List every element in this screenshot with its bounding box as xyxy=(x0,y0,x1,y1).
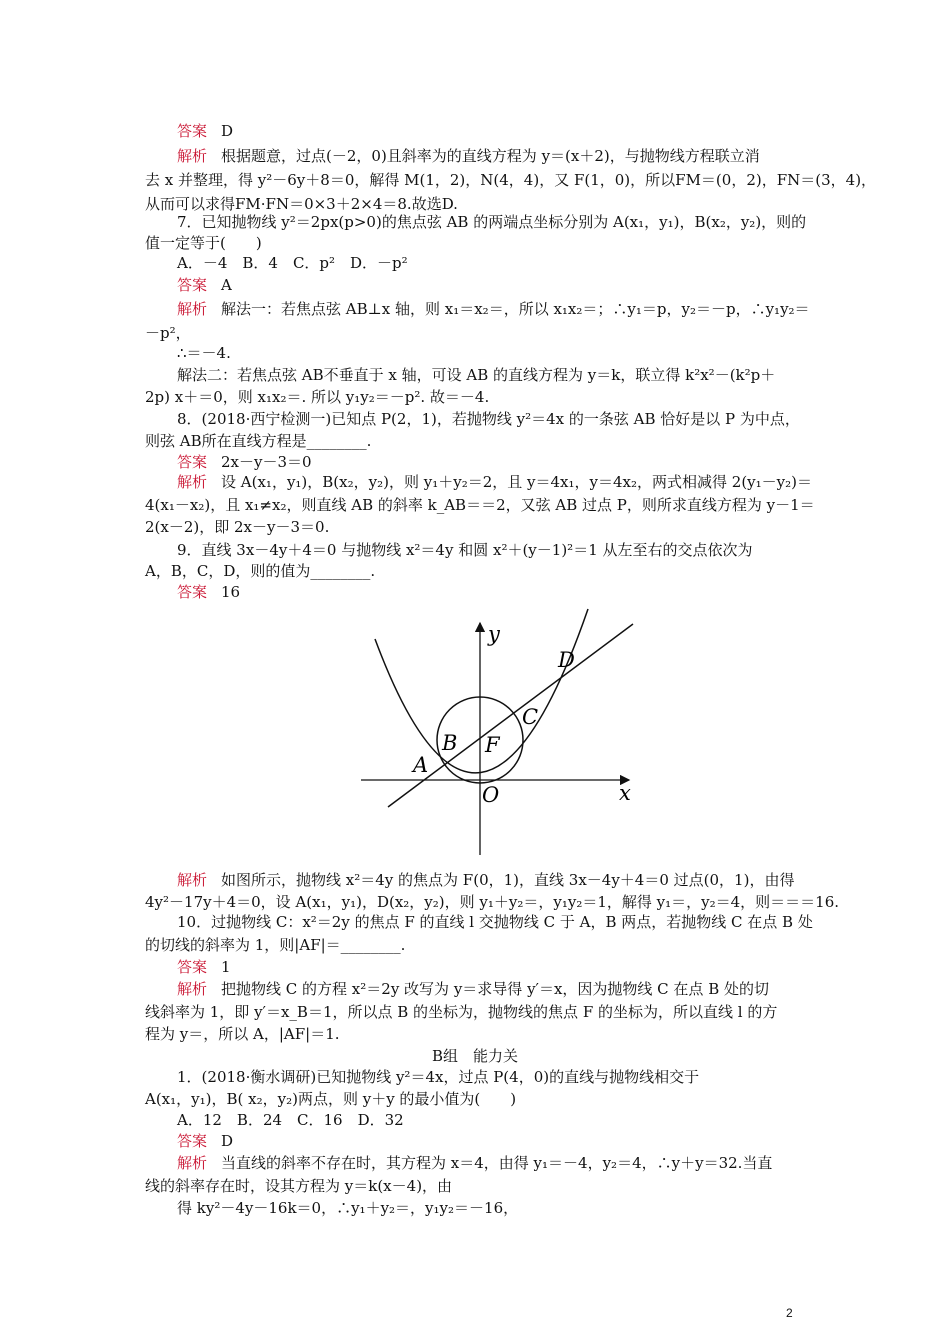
options-line: A．－4 B．4 C．p² D．－p² xyxy=(177,254,408,272)
point-f-label: F xyxy=(485,733,500,757)
text-line xyxy=(177,452,842,472)
line-text: 当直线的斜率不存在时，其方程为 x＝4，由得 y₁＝－4，y₂＝4，∴y＋y＝32.当直 xyxy=(221,1154,773,1172)
line-label: 答案 xyxy=(177,583,208,601)
line-text: 16 xyxy=(221,583,241,601)
question-b1: 1．(2018·衡水调研)已知抛物线 y²＝4x，过点 P(4，0)的直线与抛物线相交于 xyxy=(177,1068,700,1086)
line-label: 解析 xyxy=(177,871,208,889)
origin-label: O xyxy=(482,783,500,807)
text-line xyxy=(177,870,842,890)
line-text: D xyxy=(221,122,234,140)
line-label: 解析 xyxy=(177,473,208,491)
x-axis-label: x xyxy=(619,781,631,805)
page-number: 2 xyxy=(786,1306,793,1320)
text-line: －p²， xyxy=(145,324,191,342)
text-line xyxy=(177,275,842,295)
line-label: 答案 xyxy=(177,276,208,294)
line-text: A xyxy=(221,276,232,294)
line-label: 解析 xyxy=(177,300,208,318)
line-label: 答案 xyxy=(177,453,208,471)
text-line: 线的斜率存在时，设其方程为 y＝k(x－4)，由 xyxy=(145,1177,453,1195)
question-9: 9．直线 3x－4y＋4＝0 与抛物线 x²＝4y 和圆 x²＋(y－1)²＝1 从左至右的交点依次为 xyxy=(177,541,753,559)
text-line xyxy=(177,146,842,166)
text-line: 解法二：若焦点弦 AB不垂直于 x 轴，可设 AB 的直线方程为 y＝k，联立得 k²x²－(k²p＋ xyxy=(177,366,776,384)
parabola-circle-figure xyxy=(357,603,650,861)
line-text: 根据题意，过点(－2，0)且斜率为的直线方程为 y＝(x＋2)，与抛物线方程联立消 xyxy=(221,147,760,165)
line-text: 把抛物线 C 的方程 x²＝2y 改写为 y＝求导得 y′＝x，因为抛物线 C 在点 B 处的切 xyxy=(221,980,769,998)
text-line: 的切线的斜率为 1，则|AF|＝________. xyxy=(145,936,406,954)
text-line: 线斜率为 1，即 y′＝x_B＝1，所以点 B 的坐标为，抛物线的焦点 F 的坐标为，所以直线 l 的方 xyxy=(145,1003,778,1021)
line-text: 设 A(x₁，y₁)，B(x₂，y₂)，则 y₁＋y₂＝2，且 y＝4x₁，y＝4x₂，两式相减得 2(y₁－y₂)＝ xyxy=(221,473,812,491)
question-7: 7．已知抛物线 y²＝2px(p>0)的焦点弦 AB 的两端点坐标分别为 A(x₁，y₁)，B(x₂，y₂)，则的 xyxy=(177,213,807,231)
text-line xyxy=(177,582,842,602)
text-line: 2p) x＋＝0，则 x₁x₂＝. 所以 y₁y₂＝－p². 故＝－4. xyxy=(145,388,490,406)
text-line: 从而可以求得FM·FN＝0×3＋2×4＝8.故选D. xyxy=(145,195,458,213)
text-line xyxy=(177,1153,842,1173)
line-text: 2x－y－3＝0 xyxy=(221,453,312,471)
line-text: D xyxy=(221,1132,234,1150)
line-text: 如图所示，抛物线 x²＝4y 的焦点为 F(0，1)，直线 3x－4y＋4＝0 过点(0，1)，由得 xyxy=(221,871,795,889)
text-line xyxy=(177,472,842,492)
text-line: A(x₁，y₁)，B( x₂，y₂)两点，则 y＋y 的最小值为( ) xyxy=(145,1090,517,1108)
options-line: A．12 B．24 C．16 D．32 xyxy=(177,1111,404,1129)
question-8: 8．(2018·西宁检测一)已知点 P(2，1)，若抛物线 y²＝4x 的一条弦 AB 恰好是以 P 为中点， xyxy=(177,410,800,428)
text-line: 4y²－17y＋4＝0，设 A(x₁，y₁)，D(x₂，y₂)，则 y₁＋y₂＝，y₁y₂＝1，解得 y₁＝，y₂＝4，则＝＝＝16. xyxy=(145,893,840,911)
line-label: 解析 xyxy=(177,980,208,998)
point-c-label: C xyxy=(522,705,539,729)
question-10: 10．过抛物线 C：x²＝2y 的焦点 F 的直线 l 交抛物线 C 于 A，B 两点，若抛物线 C 在点 B 处 xyxy=(177,913,813,931)
text-line: 4(x₁－x₂)，且 x₁≠x₂，则直线 AB 的斜率 k_AB＝＝2，又弦 AB 过点 P，则所求直线方程为 y－1＝ xyxy=(145,496,815,514)
text-line xyxy=(177,957,842,977)
line-label: 答案 xyxy=(177,1132,208,1150)
text-line: A，B，C，D，则的值为________. xyxy=(145,562,376,580)
text-line: ∴＝－4. xyxy=(177,344,231,362)
point-d-label: D xyxy=(558,648,575,672)
parabola-curve xyxy=(375,609,588,773)
text-line xyxy=(177,121,842,141)
text-line: 去 x 并整理，得 y²－6y＋8＝0，解得 M(1，2)，N(4，4)，又 F(1，0)，所以FM＝(0，2)，FN＝(3，4)， xyxy=(145,171,877,189)
point-a-label: A xyxy=(413,753,429,777)
text-line xyxy=(177,1131,842,1151)
line-text: 解法一：若焦点弦 AB⊥x 轴，则 x₁＝x₂＝，所以 x₁x₂＝；∴y₁＝p，y₂＝－p，∴y₁y₂＝ xyxy=(221,300,810,318)
point-b-label: B xyxy=(442,731,458,755)
line-label: 解析 xyxy=(177,147,208,165)
section-heading: B组 能力关 xyxy=(431,1047,519,1065)
text-line: 2(x－2)，即 2x－y－3＝0. xyxy=(145,518,330,536)
line-label: 解析 xyxy=(177,1154,208,1172)
text-line: 程为 y＝，所以 A，|AF|＝1. xyxy=(145,1025,340,1043)
text-line: 得 ky²－4y－16k＝0，∴y₁＋y₂＝，y₁y₂＝－16， xyxy=(177,1199,519,1217)
y-axis-label: y xyxy=(488,622,500,646)
line-label: 答案 xyxy=(177,122,208,140)
text-line xyxy=(177,299,842,319)
text-line: 值一定等于( ) xyxy=(145,234,262,252)
line-text: 1 xyxy=(221,958,231,976)
line-label: 答案 xyxy=(177,958,208,976)
text-line: 则弦 AB所在直线方程是________. xyxy=(145,432,372,450)
text-line xyxy=(177,979,842,999)
